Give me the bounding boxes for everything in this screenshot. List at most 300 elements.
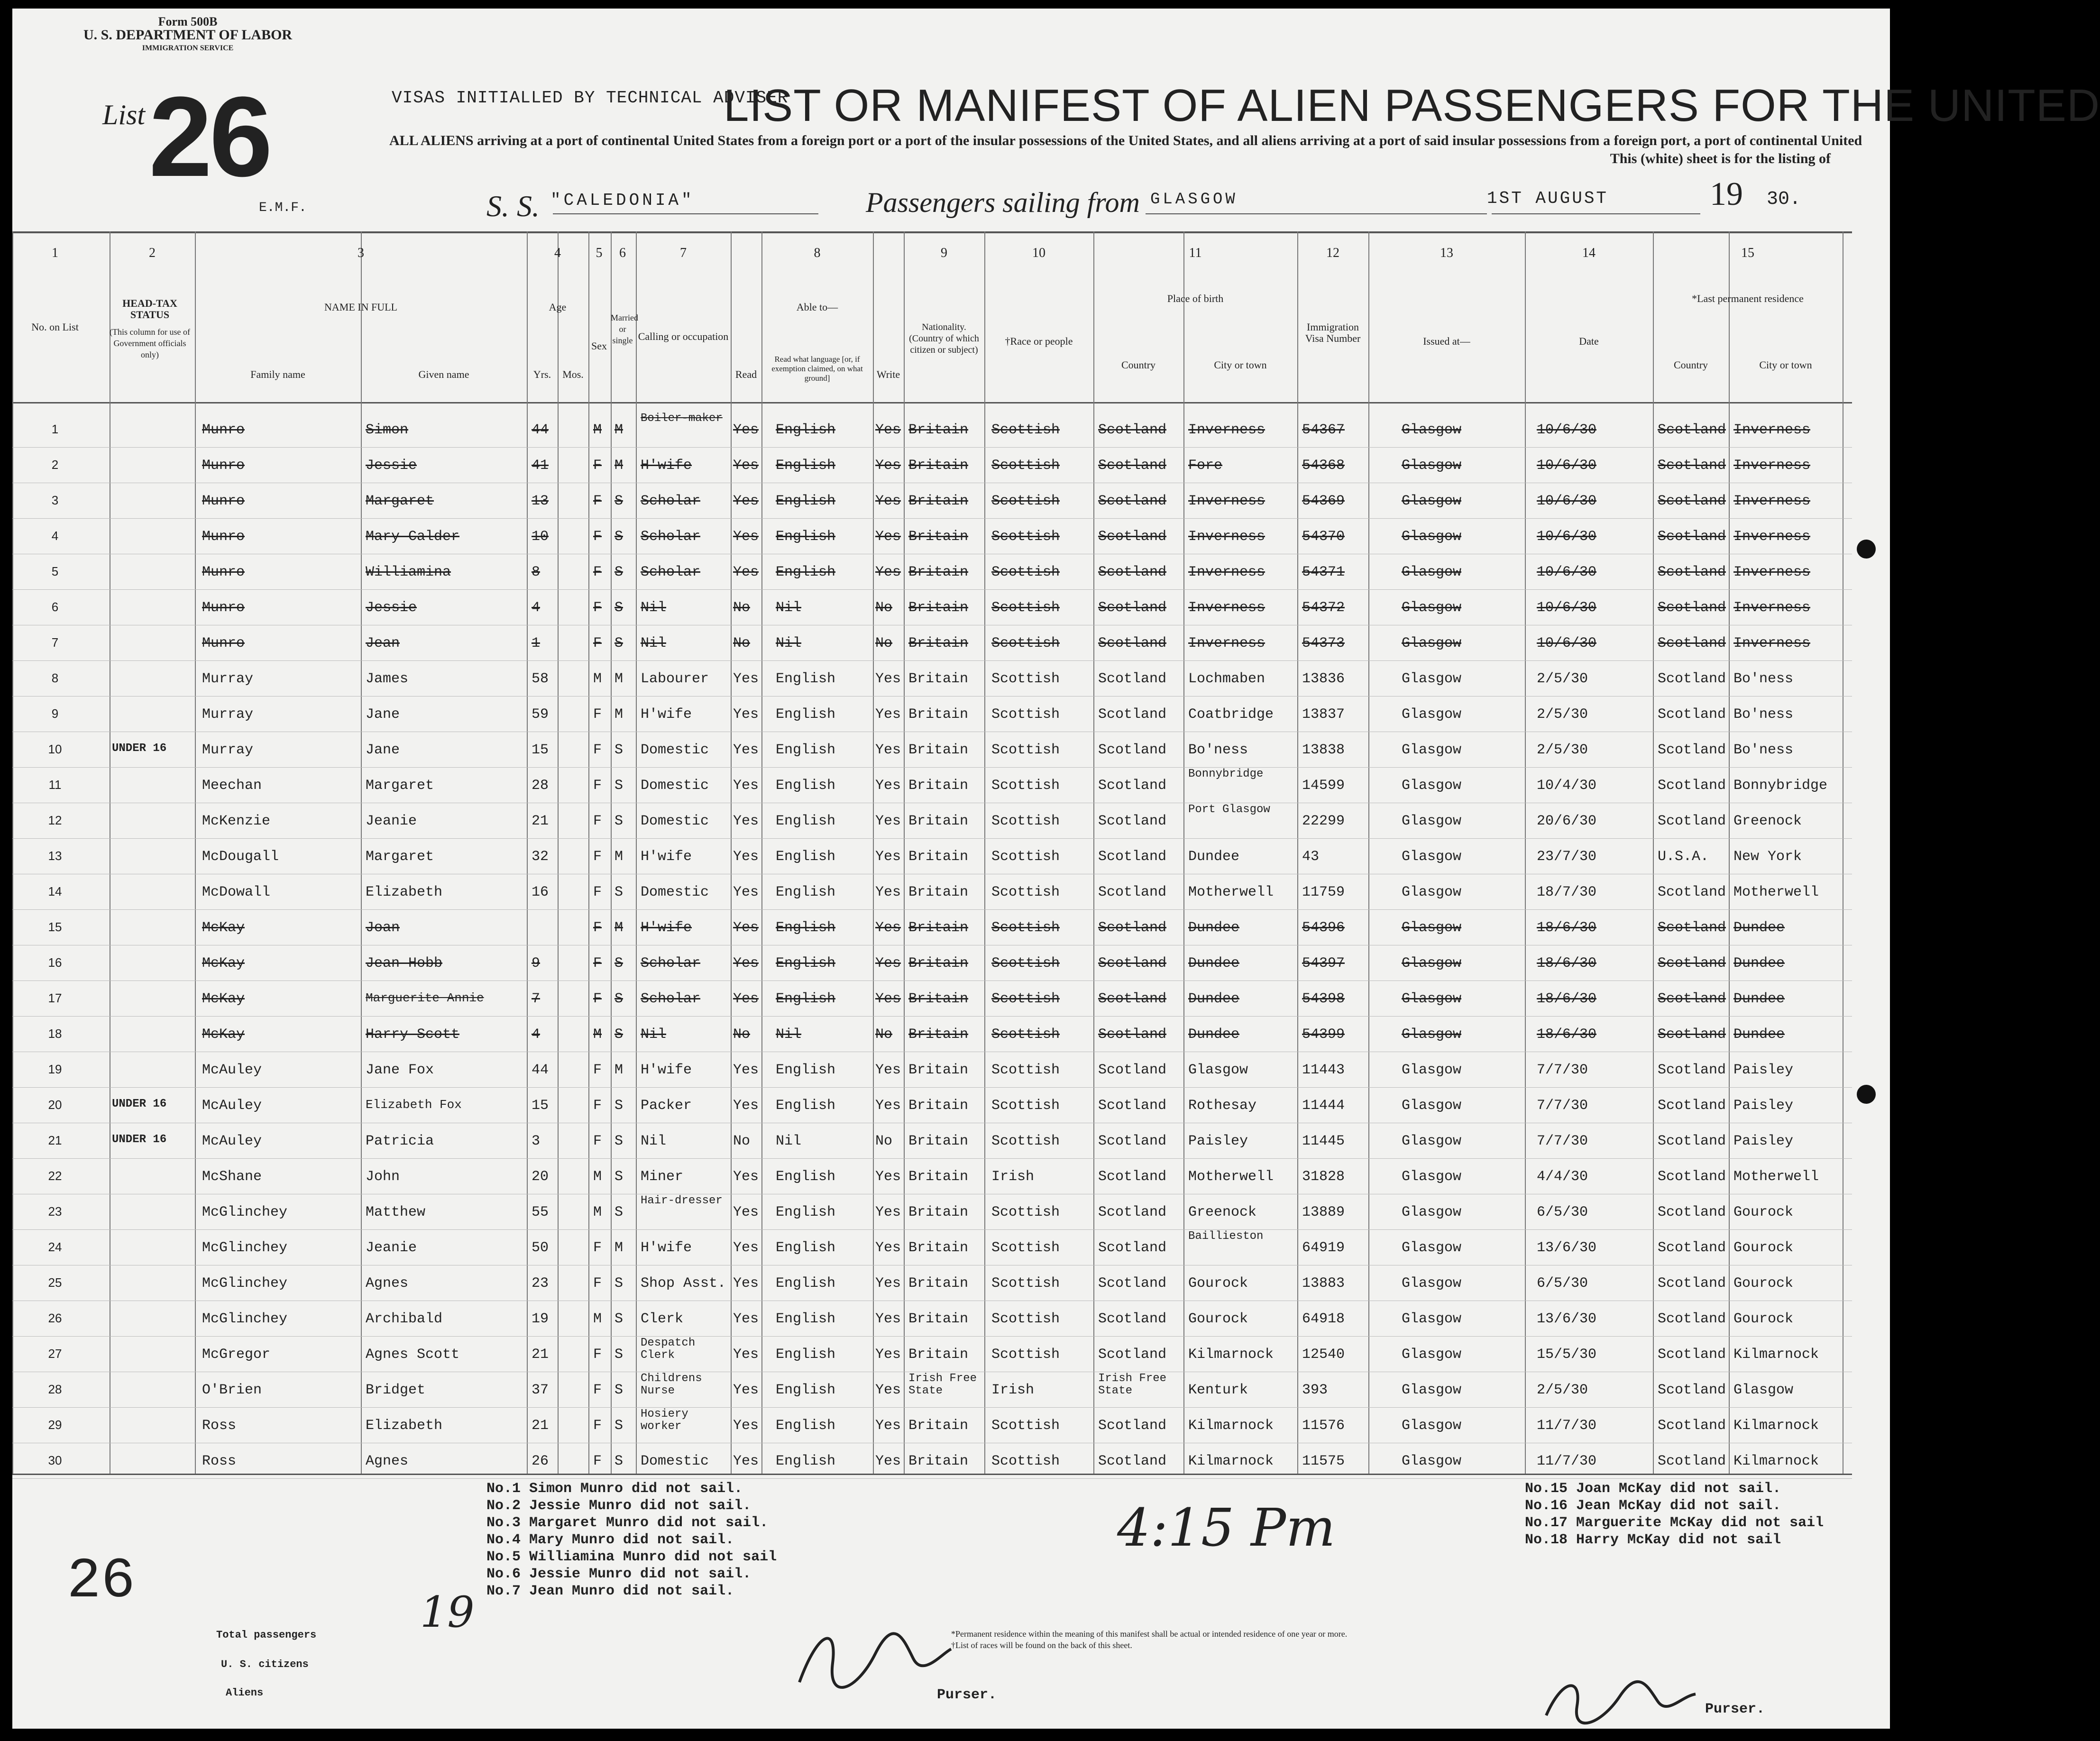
cell-issued: Glasgow	[1402, 920, 1462, 936]
cell-date: 10/6/30	[1537, 564, 1597, 580]
cell-race: Irish	[991, 1382, 1035, 1398]
cell-read: Yes	[733, 1453, 759, 1469]
cell-sex: F	[593, 1453, 602, 1469]
cell-occ: Nil	[641, 600, 667, 616]
cell-family: Munro	[202, 635, 245, 651]
form-identifier	[83, 15, 292, 55]
cell-res-country: Scotland	[1658, 493, 1726, 509]
cell-lang: English	[776, 564, 836, 580]
table-row	[12, 1265, 1852, 1301]
cell-family: Munro	[202, 564, 245, 580]
column-number: 12	[1326, 246, 1339, 260]
cell-given: Jessie	[366, 458, 417, 474]
cell-read: No	[733, 600, 751, 616]
cell-read: Yes	[733, 1204, 759, 1220]
subtitle-line-2: This (white) sheet is for the listing of	[1610, 151, 1831, 166]
cell-visa: 43	[1302, 849, 1320, 865]
cell-issued: Glasgow	[1402, 742, 1462, 758]
cell-country: Scotland	[1098, 849, 1167, 865]
cell-yrs: 59	[532, 706, 549, 723]
table-row	[12, 625, 1852, 661]
cell-given: Margaret	[366, 849, 434, 865]
cell-visa: 22299	[1302, 813, 1345, 829]
cell-country: Scotland	[1098, 635, 1167, 651]
cell-given: Jane	[366, 706, 400, 723]
cell-country: Scotland	[1098, 1418, 1167, 1434]
cell-country: Scotland	[1098, 1204, 1167, 1220]
total-passengers-value: 19	[420, 1587, 475, 1637]
cell-read: No	[733, 635, 751, 651]
cell-country: Scotland	[1098, 671, 1167, 687]
cell-sex: F	[593, 1240, 602, 1256]
cell-ms: S	[614, 742, 624, 758]
cell-write: No	[875, 1026, 893, 1043]
cell-write: Yes	[875, 1347, 901, 1363]
cell-read: Yes	[733, 1062, 759, 1078]
cell-read: No	[733, 1133, 751, 1149]
cell-ms: M	[614, 671, 624, 687]
cell-read: Yes	[733, 458, 759, 474]
cell-res-country: Scotland	[1658, 1062, 1726, 1078]
cell-given: Jeanie	[366, 813, 417, 829]
cell-family: McKay	[202, 955, 245, 971]
purser-label-right: Purser.	[1705, 1701, 1765, 1717]
cell-res-country: Scotland	[1658, 813, 1726, 829]
did-not-sail-note: No.17 Marguerite McKay did not sail	[1525, 1515, 1824, 1531]
cell-occ: H'wife	[641, 1062, 692, 1078]
cell-res-city: Kilmarnock	[1733, 1418, 1819, 1434]
cell-read: Yes	[733, 1275, 759, 1292]
cell-yrs: 19	[532, 1311, 549, 1327]
cell-family: McGlinchey	[202, 1275, 288, 1292]
cell-lang: English	[776, 671, 836, 687]
table-row	[12, 412, 1852, 448]
cell-family: Ross	[202, 1418, 237, 1434]
cell-date: 18/7/30	[1537, 884, 1597, 900]
cell-country: Scotland	[1098, 1453, 1167, 1469]
cell-occ: H'wife	[641, 1240, 692, 1256]
cell-yrs: 7	[532, 991, 541, 1007]
cell-date: 10/6/30	[1537, 635, 1597, 651]
table-row	[12, 732, 1852, 768]
cell-ms: S	[614, 635, 624, 651]
table-row	[12, 767, 1852, 803]
cell-issued: Glasgow	[1402, 635, 1462, 651]
cell-country: Scotland	[1098, 991, 1167, 1007]
cell-res-city: Dundee	[1733, 991, 1785, 1007]
cell-sex: F	[593, 742, 602, 758]
cell-nat: Britain	[908, 1240, 969, 1256]
cell-nat: Britain	[908, 1026, 969, 1043]
cell-city: Kilmarnock	[1188, 1418, 1274, 1434]
cell-write: Yes	[875, 1098, 901, 1114]
cell-race: Scottish	[991, 778, 1060, 794]
did-not-sail-note: No.16 Jean McKay did not sail.	[1525, 1498, 1781, 1514]
cell-write: Yes	[875, 1453, 901, 1469]
cell-no: 16	[48, 955, 62, 970]
cell-res-country: Scotland	[1658, 742, 1726, 758]
cell-sex: F	[593, 1275, 602, 1292]
cell-family: Murray	[202, 706, 254, 723]
cell-res-country: Scotland	[1658, 1240, 1726, 1256]
cell-tax: UNDER 16	[112, 1098, 167, 1110]
cell-visa: 14599	[1302, 778, 1345, 794]
cell-city: Fore	[1188, 458, 1223, 474]
table-row	[12, 1123, 1852, 1159]
header-visa-number: Immigration Visa Number	[1305, 321, 1361, 344]
cell-lang: English	[776, 422, 836, 438]
cell-sex: F	[593, 529, 602, 545]
cell-res-country: Scotland	[1658, 706, 1726, 723]
cell-read: Yes	[733, 529, 759, 545]
cell-sex: M	[593, 1169, 602, 1185]
cell-write: Yes	[875, 884, 901, 900]
cell-yrs: 37	[532, 1382, 549, 1398]
cell-given: Marguerite Annie	[366, 991, 484, 1005]
cell-res-city: Inverness	[1733, 529, 1811, 545]
cell-yrs: 41	[532, 458, 549, 474]
cell-yrs: 8	[532, 564, 541, 580]
cell-issued: Glasgow	[1402, 1133, 1462, 1149]
purser-signature-right	[1539, 1668, 1700, 1730]
cell-no: 23	[48, 1204, 62, 1219]
header-nationality: Nationality. (Country of which citizen or subject)	[909, 322, 979, 355]
cell-visa: 54368	[1302, 458, 1345, 474]
cell-country: Scotland	[1098, 1098, 1167, 1114]
column-number: 4	[554, 246, 561, 260]
cell-read: Yes	[733, 955, 759, 971]
header-birth-city: City or town	[1214, 359, 1267, 371]
cell-read: Yes	[733, 1382, 759, 1398]
cell-country: Scotland	[1098, 458, 1167, 474]
cell-occ: H'wife	[641, 849, 692, 865]
cell-res-country: U.S.A.	[1658, 849, 1709, 865]
cell-occ: Childrens Nurse	[641, 1372, 702, 1397]
cell-family: Ross	[202, 1453, 237, 1469]
table-row	[12, 554, 1852, 590]
table-row	[12, 874, 1852, 910]
cell-lang: English	[776, 493, 836, 509]
header-residence-country: Country	[1673, 359, 1708, 371]
cell-ms: M	[614, 706, 624, 723]
cell-country: Scotland	[1098, 1311, 1167, 1327]
cell-sex: M	[593, 1204, 602, 1220]
cell-given: Archibald	[366, 1311, 443, 1327]
cell-sex: F	[593, 1098, 602, 1114]
header-read: Read	[735, 368, 757, 380]
cell-occ: H'wife	[641, 706, 692, 723]
cell-read: Yes	[733, 849, 759, 865]
list-label: List	[102, 99, 146, 130]
cell-sex: F	[593, 564, 602, 580]
cell-occ: Packer	[641, 1098, 692, 1114]
cell-city: Kilmarnock	[1188, 1453, 1274, 1469]
cell-read: Yes	[733, 493, 759, 509]
cell-visa: 11759	[1302, 884, 1345, 900]
did-not-sail-note: No.4 Mary Munro did not sail.	[486, 1532, 734, 1548]
cell-yrs: 21	[532, 1418, 549, 1434]
cell-nat: Britain	[908, 955, 969, 971]
cell-write: Yes	[875, 422, 901, 438]
column-number: 14	[1582, 246, 1596, 260]
cell-res-city: Inverness	[1733, 458, 1811, 474]
cell-given: Elizabeth Fox	[366, 1098, 462, 1112]
cell-lang: English	[776, 884, 836, 900]
cell-race: Scottish	[991, 1062, 1060, 1078]
cell-family: Meechan	[202, 778, 262, 794]
cell-no: 24	[48, 1240, 62, 1254]
cell-lang: English	[776, 955, 836, 971]
cell-date: 4/4/30	[1537, 1169, 1588, 1185]
cell-nat: Britain	[908, 635, 969, 651]
cell-date: 6/5/30	[1537, 1275, 1588, 1292]
cell-city: Greenock	[1188, 1204, 1257, 1220]
header-sex: Sex	[591, 340, 607, 352]
cell-occ: Miner	[641, 1169, 684, 1185]
cell-ms: S	[614, 564, 624, 580]
header-birth-country: Country	[1121, 359, 1156, 371]
cell-yrs: 58	[532, 671, 549, 687]
cell-res-city: New York	[1733, 849, 1802, 865]
cell-issued: Glasgow	[1402, 1275, 1462, 1292]
cell-occ: H'wife	[641, 920, 692, 936]
cell-sex: F	[593, 884, 602, 900]
header-name-in-full: NAME IN FULL	[324, 301, 397, 313]
cell-write: Yes	[875, 920, 901, 936]
cell-family: McAuley	[202, 1133, 262, 1149]
cell-occ: Scholar	[641, 529, 701, 545]
cell-lang: English	[776, 1169, 836, 1185]
cell-nat: Britain	[908, 1418, 969, 1434]
cell-res-city: Bo'ness	[1733, 706, 1794, 723]
cell-date: 11/7/30	[1537, 1453, 1597, 1469]
cell-ms: S	[614, 778, 624, 794]
cell-race: Scottish	[991, 1275, 1060, 1292]
cell-given: Jean Hobb	[366, 955, 443, 971]
cell-country: Scotland	[1098, 742, 1167, 758]
cell-res-country: Scotland	[1658, 1418, 1726, 1434]
cell-family: Munro	[202, 600, 245, 616]
ss-label: S. S.	[486, 189, 540, 223]
cell-yrs: 28	[532, 778, 549, 794]
cell-yrs: 50	[532, 1240, 549, 1256]
cell-issued: Glasgow	[1402, 706, 1462, 723]
cell-date: 20/6/30	[1537, 813, 1597, 829]
cell-read: Yes	[733, 778, 759, 794]
cell-read: Yes	[733, 1098, 759, 1114]
cell-given: Mary Calder	[366, 529, 460, 545]
cell-visa: 11444	[1302, 1098, 1345, 1114]
total-passengers-label: Total passengers	[216, 1629, 317, 1641]
cell-yrs: 13	[532, 493, 549, 509]
cell-ms: S	[614, 1311, 624, 1327]
cell-country: Scotland	[1098, 1169, 1167, 1185]
cell-country: Scotland	[1098, 813, 1167, 829]
cell-res-city: Gourock	[1733, 1240, 1794, 1256]
cell-race: Scottish	[991, 493, 1060, 509]
cell-given: Margaret	[366, 778, 434, 794]
cell-res-city: Inverness	[1733, 493, 1811, 509]
cell-sex: F	[593, 706, 602, 723]
cell-lang: English	[776, 1453, 836, 1469]
cell-issued: Glasgow	[1402, 671, 1462, 687]
cell-sex: F	[593, 920, 602, 936]
cell-write: Yes	[875, 529, 901, 545]
cell-visa: 54370	[1302, 529, 1345, 545]
cell-race: Scottish	[991, 1347, 1060, 1363]
cell-date: 7/7/30	[1537, 1098, 1588, 1114]
cell-nat: Britain	[908, 884, 969, 900]
cell-no: 28	[48, 1382, 62, 1396]
manifest-sheet	[12, 9, 2100, 1729]
header-place-of-birth: Place of birth	[1167, 293, 1224, 304]
cell-lang: English	[776, 1240, 836, 1256]
cell-ms: S	[614, 1275, 624, 1292]
list-number: 26	[149, 73, 270, 200]
cell-occ: Scholar	[641, 493, 701, 509]
cell-city: Port Glasgow	[1188, 803, 1270, 816]
cell-nat: Britain	[908, 706, 969, 723]
cell-race: Scottish	[991, 1204, 1060, 1220]
cell-res-country: Scotland	[1658, 422, 1726, 438]
cell-country: Scotland	[1098, 1026, 1167, 1043]
cell-country: Scotland	[1098, 884, 1167, 900]
table-row	[12, 1372, 1852, 1408]
header-mos: Mos.	[562, 368, 584, 380]
cell-sex: F	[593, 991, 602, 1007]
cell-no: 9	[51, 706, 59, 721]
cell-occ: Clerk	[641, 1311, 684, 1327]
cell-race: Scottish	[991, 635, 1060, 651]
punch-hole	[1857, 1085, 1876, 1104]
cell-date: 18/6/30	[1537, 920, 1597, 936]
cell-date: 2/5/30	[1537, 671, 1588, 687]
cell-race: Scottish	[991, 458, 1060, 474]
cell-yrs: 32	[532, 849, 549, 865]
cell-city: Dundee	[1188, 955, 1240, 971]
table-row	[12, 980, 1852, 1017]
cell-issued: Glasgow	[1402, 1347, 1462, 1363]
cell-res-country: Scotland	[1658, 1133, 1726, 1149]
cell-visa: 54396	[1302, 920, 1345, 936]
column-number: 7	[680, 246, 687, 260]
cell-country: Scotland	[1098, 564, 1167, 580]
cell-lang: English	[776, 1098, 836, 1114]
header-head-tax: HEAD-TAX STATUS	[122, 297, 177, 321]
cell-race: Scottish	[991, 849, 1060, 865]
cell-write: Yes	[875, 813, 901, 829]
cell-race: Scottish	[991, 1133, 1060, 1149]
table-row	[12, 1336, 1852, 1372]
cell-lang: English	[776, 813, 836, 829]
cell-lang: English	[776, 706, 836, 723]
cell-issued: Glasgow	[1402, 1098, 1462, 1114]
cell-family: Murray	[202, 742, 254, 758]
cell-nat: Britain	[908, 849, 969, 865]
cell-res-country: Scotland	[1658, 564, 1726, 580]
did-not-sail-note: No.1 Simon Munro did not sail.	[486, 1481, 743, 1497]
cell-res-city: Inverness	[1733, 635, 1811, 651]
cell-yrs: 55	[532, 1204, 549, 1220]
cell-res-country: Scotland	[1658, 529, 1726, 545]
table-row	[12, 1016, 1852, 1052]
cell-nat: Britain	[908, 813, 969, 829]
cell-ms: S	[614, 1133, 624, 1149]
department-name: U. S. DEPARTMENT OF LABOR	[83, 27, 293, 43]
cell-issued: Glasgow	[1402, 600, 1462, 616]
cell-issued: Glasgow	[1402, 422, 1462, 438]
cell-issued: Glasgow	[1402, 955, 1462, 971]
cell-issued: Glasgow	[1402, 1240, 1462, 1256]
cell-res-country: Scotland	[1658, 1382, 1726, 1398]
column-number: 9	[941, 246, 947, 260]
cell-sex: F	[593, 1382, 602, 1398]
cell-city: Inverness	[1188, 493, 1266, 509]
cell-nat: Britain	[908, 920, 969, 936]
cell-ms: S	[614, 600, 624, 616]
cell-issued: Glasgow	[1402, 458, 1462, 474]
cell-lang: English	[776, 529, 836, 545]
cell-ms: M	[614, 920, 624, 936]
cell-city: Dundee	[1188, 849, 1240, 865]
table-row	[12, 1407, 1852, 1443]
table-row	[12, 447, 1852, 483]
cell-date: 11/7/30	[1537, 1418, 1597, 1434]
cell-write: Yes	[875, 706, 901, 723]
cell-no: 19	[48, 1062, 62, 1076]
cell-lang: English	[776, 1204, 836, 1220]
cell-yrs: 9	[532, 955, 541, 971]
cell-nat: Britain	[908, 1204, 969, 1220]
cell-issued: Glasgow	[1402, 1062, 1462, 1078]
cell-given: John	[366, 1169, 400, 1185]
cell-city: Dundee	[1188, 991, 1240, 1007]
cell-city: Inverness	[1188, 564, 1266, 580]
cell-city: Rothesay	[1188, 1098, 1257, 1114]
cell-sex: F	[593, 493, 602, 509]
cell-visa: 54369	[1302, 493, 1345, 509]
cell-write: Yes	[875, 458, 901, 474]
cell-nat: Britain	[908, 458, 969, 474]
cell-ms: S	[614, 1382, 624, 1398]
table-row	[12, 909, 1852, 945]
cell-date: 10/6/30	[1537, 529, 1597, 545]
cell-write: Yes	[875, 991, 901, 1007]
cell-sex: M	[593, 422, 602, 438]
cell-lang: Nil	[776, 600, 802, 616]
cell-visa: 13838	[1302, 742, 1345, 758]
column-number: 2	[149, 246, 156, 260]
cell-given: Jane	[366, 742, 400, 758]
cell-occ: Scholar	[641, 955, 701, 971]
cell-ms: S	[614, 991, 624, 1007]
column-number: 5	[596, 246, 603, 260]
cell-write: Yes	[875, 742, 901, 758]
cell-res-city: Dundee	[1733, 1026, 1785, 1043]
cell-no: 7	[51, 635, 59, 650]
cell-yrs: 44	[532, 422, 549, 438]
cell-date: 7/7/30	[1537, 1062, 1588, 1078]
did-not-sail-note: No.3 Margaret Munro did not sail.	[486, 1515, 769, 1531]
cell-issued: Glasgow	[1402, 493, 1462, 509]
cell-ms: S	[614, 1418, 624, 1434]
cell-visa: 13836	[1302, 671, 1345, 687]
cell-city: Dundee	[1188, 920, 1240, 936]
cell-race: Scottish	[991, 529, 1060, 545]
cell-visa: 31828	[1302, 1169, 1345, 1185]
cell-country: Scotland	[1098, 1347, 1167, 1363]
cell-visa: 54399	[1302, 1026, 1345, 1043]
